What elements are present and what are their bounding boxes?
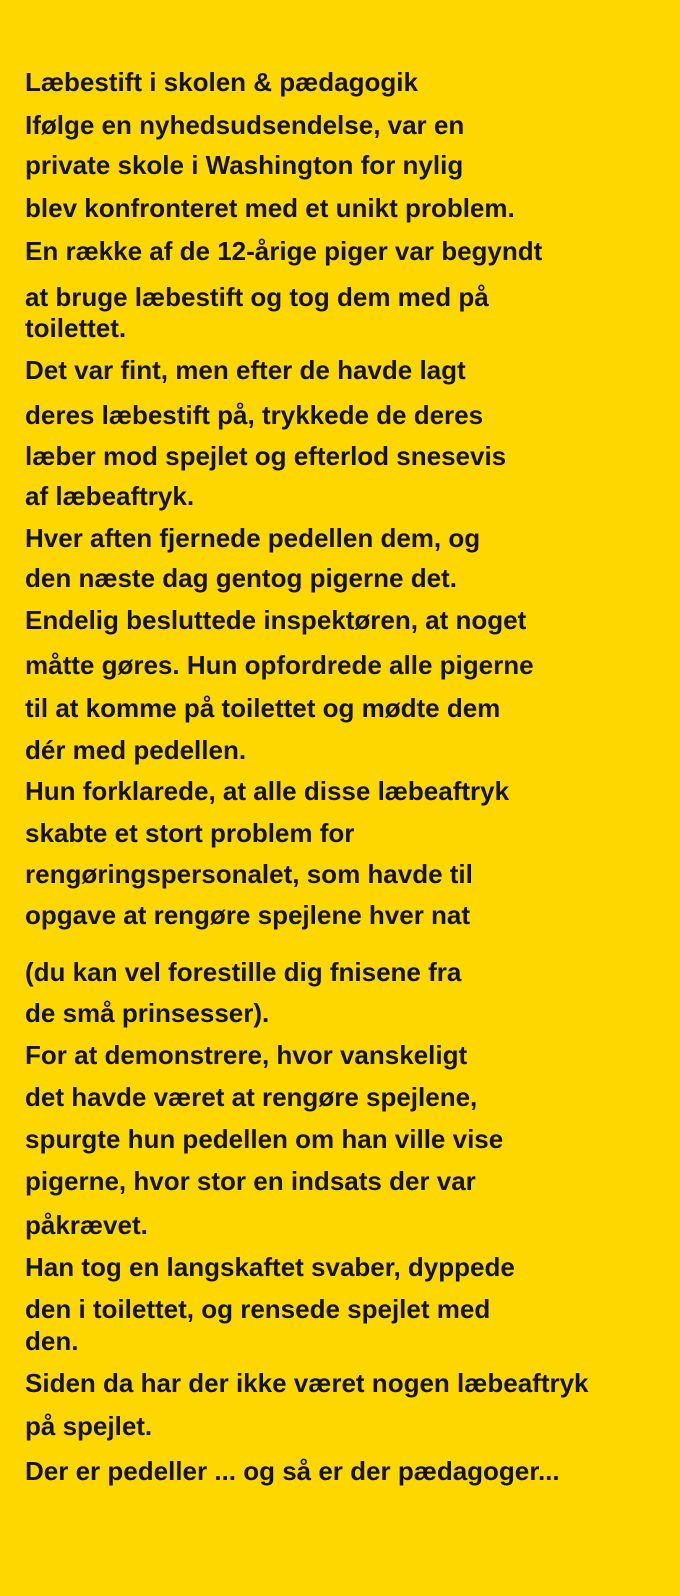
story-line: Siden da har der ikke været nogen læbeaftryk bbox=[25, 1368, 589, 1398]
story-line: til at komme på toilettet og mødte dem bbox=[25, 693, 501, 723]
story-line: det havde været at rengøre spejlene, bbox=[25, 1082, 478, 1112]
story-line: toilettet. bbox=[25, 313, 127, 343]
story-line: deres læbestift på, trykkede de deres bbox=[25, 400, 484, 430]
story-line: den. bbox=[25, 1326, 79, 1356]
story-title: Læbestift i skolen & pædagogik bbox=[25, 67, 418, 97]
story-line: skabte et stort problem for bbox=[25, 818, 355, 848]
story-line: at bruge læbestift og tog dem med på bbox=[25, 282, 489, 312]
story-line: læber mod spejlet og efterlod snesevis bbox=[25, 441, 507, 471]
story-line: Han tog en langskaftet svaber, dyppede bbox=[25, 1252, 515, 1282]
story-line: de små prinsesser). bbox=[25, 998, 270, 1028]
story-line: En række af de 12-årige piger var begyndt bbox=[25, 236, 543, 266]
story-line: af læbeaftryk. bbox=[25, 481, 195, 511]
story-line: private skole i Washington for nylig bbox=[25, 150, 464, 180]
story-line: Ifølge en nyhedsudsendelse, var en bbox=[25, 110, 465, 140]
story-line: den næste dag gentog pigerne det. bbox=[25, 563, 457, 593]
story-line: Hun forklarede, at alle disse læbeaftryk bbox=[25, 776, 510, 806]
story-line: For at demonstrere, hvor vanskeligt bbox=[25, 1040, 468, 1070]
story-line: den i toilettet, og rensede spejlet med bbox=[25, 1294, 491, 1324]
story-line: blev konfronteret med et unikt problem. bbox=[25, 193, 515, 223]
story-line: Det var fint, men efter de havde lagt bbox=[25, 355, 466, 385]
story-line: Endelig besluttede inspektøren, at noget bbox=[25, 605, 527, 635]
story-line: rengøringspersonalet, som havde til bbox=[25, 859, 473, 889]
story-line: (du kan vel forestille dig fnisene fra bbox=[25, 957, 462, 987]
story-line: spurgte hun pedellen om han ville vise bbox=[25, 1124, 504, 1154]
story-line: på spejlet. bbox=[25, 1411, 153, 1441]
story-line: pigerne, hvor stor en indsats der var bbox=[25, 1166, 476, 1196]
story-punchline: Der er pedeller ... og så er der pædagoger... bbox=[25, 1456, 560, 1486]
story-line: opgave at rengøre spejlene hver nat bbox=[25, 900, 471, 930]
story-line: dér med pedellen. bbox=[25, 735, 247, 765]
story-line: måtte gøres. Hun opfordrede alle pigerne bbox=[25, 650, 534, 680]
story-line: Hver aften fjernede pedellen dem, og bbox=[25, 523, 481, 553]
story-line: påkrævet. bbox=[25, 1210, 148, 1240]
